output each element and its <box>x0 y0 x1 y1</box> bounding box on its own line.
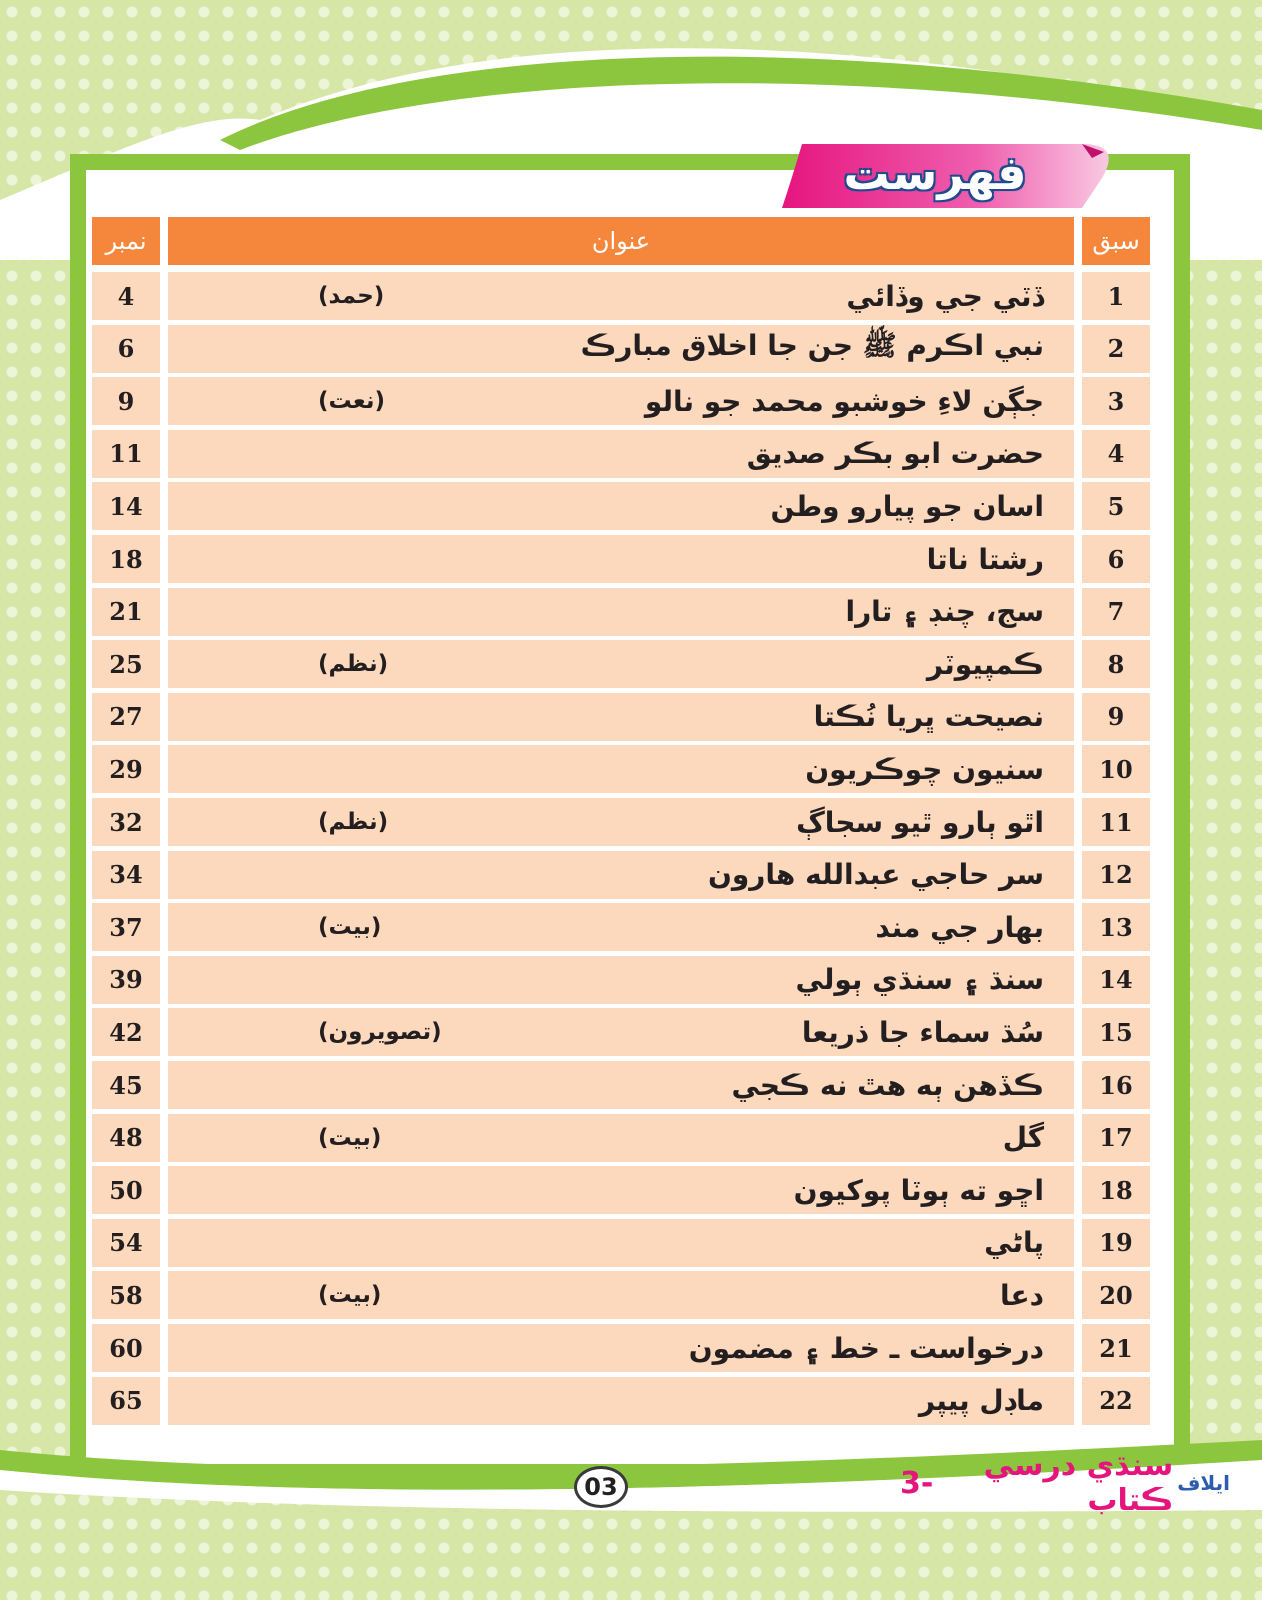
row-title-cell <box>168 430 1074 478</box>
row-genre: (نعت) <box>318 388 385 415</box>
row-title-cell <box>168 903 1074 951</box>
row-title: ڪڏهن ٻه هٿ نه ڪجي <box>731 1068 1044 1102</box>
table-row <box>92 1377 1150 1425</box>
row-title-cell <box>168 745 1074 793</box>
row-title-cell <box>168 482 1074 530</box>
row-title: درخواست ـ خط ۽ مضمون <box>688 1331 1044 1365</box>
row-title: اڇو ته ٻوٽا پوکيون <box>793 1173 1044 1207</box>
row-page-number: 37 <box>92 903 160 951</box>
page-number: 03 <box>574 1466 628 1508</box>
row-page-number: 21 <box>92 588 160 636</box>
row-title-cell <box>168 1219 1074 1267</box>
row-title: ماڊل پيپر <box>918 1384 1044 1418</box>
row-lesson-number: 1 <box>1082 272 1150 320</box>
row-title-cell <box>168 588 1074 636</box>
row-lesson-number: 22 <box>1082 1377 1150 1425</box>
row-page-number: 32 <box>92 798 160 846</box>
row-title: جڳن لاءِ خوشبو محمد جو نالو <box>644 384 1044 418</box>
row-page-number: 45 <box>92 1061 160 1109</box>
row-title-cell <box>168 851 1074 899</box>
table-row <box>92 1324 1150 1372</box>
row-title-cell <box>168 535 1074 583</box>
row-title-cell <box>168 325 1074 373</box>
row-title-cell <box>168 1061 1074 1109</box>
row-title-cell <box>168 1324 1074 1372</box>
row-lesson-number: 10 <box>1082 745 1150 793</box>
row-page-number: 11 <box>92 430 160 478</box>
row-title: سُڌ سماء جا ذريعا <box>801 1015 1044 1049</box>
table-row <box>92 1114 1150 1162</box>
row-lesson-number: 4 <box>1082 430 1150 478</box>
row-lesson-number: 2 <box>1082 325 1150 373</box>
table-row <box>92 272 1150 320</box>
header-title: عنوان <box>168 217 1074 265</box>
row-title: سنيون چوڪريون <box>805 752 1044 786</box>
row-lesson-number: 11 <box>1082 798 1150 846</box>
row-lesson-number: 17 <box>1082 1114 1150 1162</box>
row-title-cell <box>168 377 1074 425</box>
table-row <box>92 482 1150 530</box>
page-title: فهرست <box>843 146 1027 200</box>
row-lesson-number: 14 <box>1082 956 1150 1004</box>
row-title-cell <box>168 1271 1074 1319</box>
row-lesson-number: 20 <box>1082 1271 1150 1319</box>
row-lesson-number: 8 <box>1082 640 1150 688</box>
row-title: سج، چنڊ ۽ تارا <box>845 595 1044 629</box>
book-label <box>900 1448 1230 1518</box>
row-lesson-number: 15 <box>1082 1008 1150 1056</box>
row-lesson-number: 18 <box>1082 1166 1150 1214</box>
row-title-cell <box>168 272 1074 320</box>
row-page-number: 54 <box>92 1219 160 1267</box>
header-lesson: سبق <box>1082 217 1150 265</box>
table-row <box>92 588 1150 636</box>
row-page-number: 14 <box>92 482 160 530</box>
book-name: سنڌي درسي ڪتاب <box>983 1448 1174 1518</box>
row-lesson-number: 21 <box>1082 1324 1150 1372</box>
row-lesson-number: 13 <box>1082 903 1150 951</box>
row-title: دعا <box>999 1278 1044 1312</box>
table-row <box>92 745 1150 793</box>
row-title: نصيحت ڀريا نُڪتا <box>813 700 1044 734</box>
row-genre: (بيت) <box>318 1124 382 1151</box>
row-lesson-number: 9 <box>1082 693 1150 741</box>
row-page-number: 27 <box>92 693 160 741</box>
row-lesson-number: 5 <box>1082 482 1150 530</box>
row-lesson-number: 19 <box>1082 1219 1150 1267</box>
table-row <box>92 325 1150 373</box>
table-row <box>92 1166 1150 1214</box>
row-lesson-number: 12 <box>1082 851 1150 899</box>
row-title: بهار جي مند <box>875 910 1044 944</box>
row-lesson-number: 16 <box>1082 1061 1150 1109</box>
row-genre: (حمد) <box>318 283 385 309</box>
row-title: ڪمپيوٽر <box>926 647 1044 681</box>
row-lesson-number: 7 <box>1082 588 1150 636</box>
row-title: سر حاجي عبدالله هارون <box>708 858 1044 892</box>
row-title-cell <box>168 693 1074 741</box>
book-prefix: ايلاف <box>1177 1471 1230 1495</box>
header-page: نمبر <box>92 217 160 265</box>
row-page-number: 39 <box>92 956 160 1004</box>
row-page-number: 50 <box>92 1166 160 1214</box>
row-title-cell <box>168 1008 1074 1056</box>
row-title: اسان جو پيارو وطن <box>770 489 1044 523</box>
table-row <box>92 535 1150 583</box>
row-page-number: 6 <box>92 325 160 373</box>
row-title: حضرت ابو بڪر صديق <box>746 437 1044 471</box>
row-genre: (بيت) <box>318 914 382 941</box>
row-genre: (نظم) <box>318 651 389 678</box>
row-title: گل <box>1002 1121 1044 1155</box>
table-row <box>92 956 1150 1004</box>
row-title: رشتا ناتا <box>926 542 1044 576</box>
row-page-number: 48 <box>92 1114 160 1162</box>
table-row <box>92 640 1150 688</box>
table-row <box>92 430 1150 478</box>
table-row <box>92 798 1150 846</box>
row-title: پاڻي <box>984 1226 1044 1260</box>
table-row <box>92 693 1150 741</box>
row-title-cell <box>168 1377 1074 1425</box>
row-page-number: 65 <box>92 1377 160 1425</box>
row-genre: (تصويرون) <box>318 1019 442 1046</box>
row-title: ڏٽي جي وڏائي <box>846 279 1044 313</box>
row-genre: (بيت) <box>318 1282 382 1309</box>
row-title: نبي اڪرم ﷺ جن جا اخلاق مبارڪ <box>580 328 1044 362</box>
table-row <box>92 1271 1150 1319</box>
row-page-number: 18 <box>92 535 160 583</box>
row-page-number: 9 <box>92 377 160 425</box>
table-row <box>92 851 1150 899</box>
row-title-cell <box>168 640 1074 688</box>
row-lesson-number: 3 <box>1082 377 1150 425</box>
row-title-cell <box>168 1166 1074 1214</box>
row-page-number: 34 <box>92 851 160 899</box>
row-page-number: 25 <box>92 640 160 688</box>
table-row <box>92 1219 1150 1267</box>
table-header-row <box>92 217 1150 265</box>
row-lesson-number: 6 <box>1082 535 1150 583</box>
table-row <box>92 903 1150 951</box>
row-page-number: 29 <box>92 745 160 793</box>
row-title: سنڌ ۽ سنڌي ٻولي <box>795 963 1044 997</box>
table-row <box>92 1008 1150 1056</box>
row-genre: (نظم) <box>318 809 389 835</box>
row-page-number: 42 <box>92 1008 160 1056</box>
table-row <box>92 377 1150 425</box>
row-title-cell <box>168 956 1074 1004</box>
table-row <box>92 1061 1150 1109</box>
row-title-cell <box>168 798 1074 846</box>
row-title-cell <box>168 1114 1074 1162</box>
row-page-number: 58 <box>92 1271 160 1319</box>
row-title: اٿو ٻارو ٿيو سجاڳ <box>796 805 1044 839</box>
row-page-number: 60 <box>92 1324 160 1372</box>
book-number: -3 <box>900 1465 934 1501</box>
row-page-number: 4 <box>92 272 160 320</box>
